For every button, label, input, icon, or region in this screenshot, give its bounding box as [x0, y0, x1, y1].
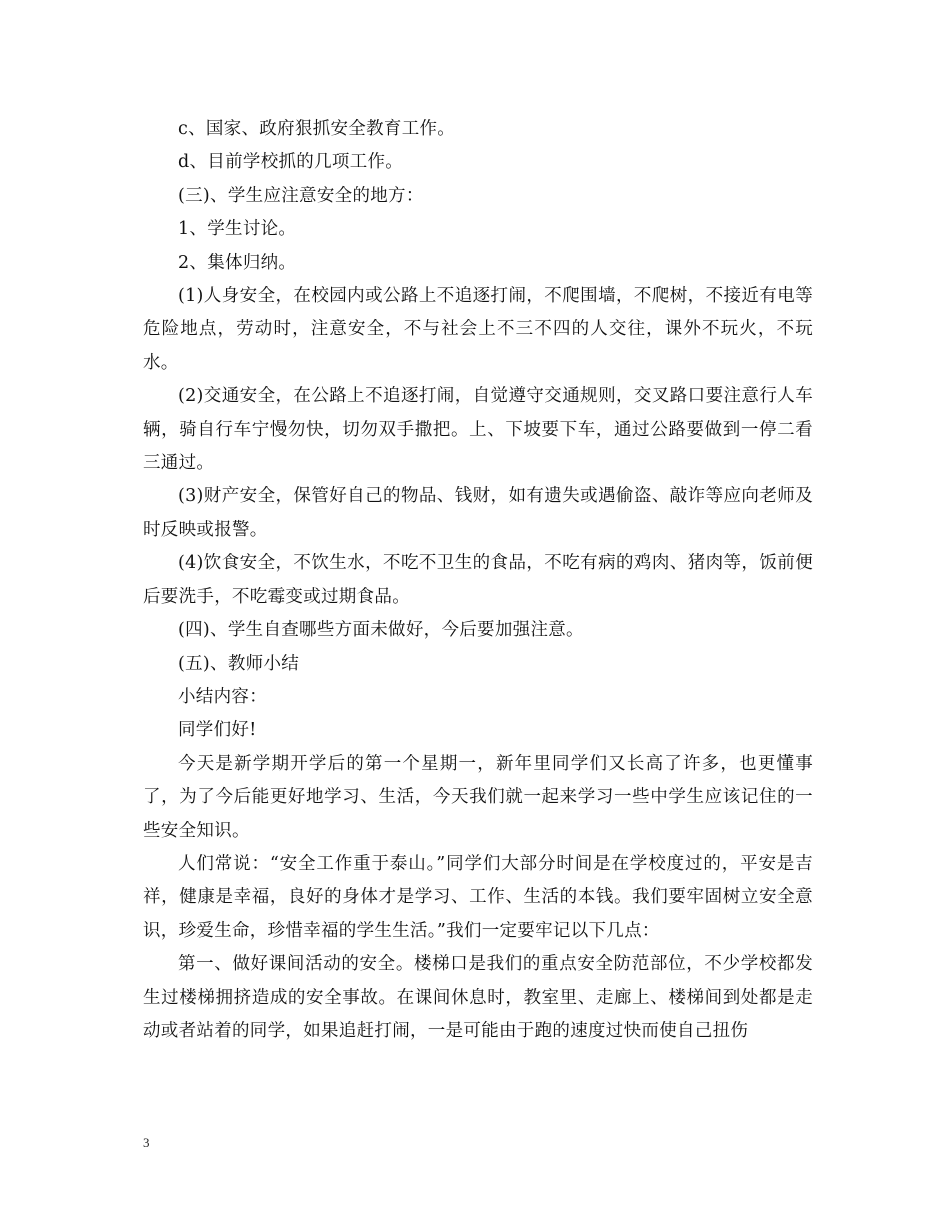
paragraph: 第一、做好课间活动的安全。楼梯口是我们的重点安全防范部位，不少学校都发生过楼梯拥挤造成的安全事故。在课间休息时，教室里、走廊上、楼梯间到处都是走动或者站着的同学，如果追赶打闹，一是可能由于跑的速度过快而使自己扭伤: [143, 954, 813, 1041]
paragraph: 今天是新学期开学后的第一个星期一，新年里同学们又长高了许多，也更懂事了，为了今后能更好地学习、生活，今天我们就一起来学习一些中学生应该记住的一些安全知识。: [143, 753, 813, 841]
section-heading: (四)、学生自查哪些方面未做好，今后要加强注意。: [178, 620, 584, 641]
paragraph: (2)交通安全，在公路上不追逐打闹，自觉遵守交通规则，交叉路口要注意行人车辆，骑自行车宁慢勿快，切勿双手撒把。上、下坡要下车，通过公路要做到一停二看三通过。: [143, 386, 813, 474]
paragraph: (4)饮食安全，不饮生水，不吃不卫生的食品，不吃有病的鸡肉、猪肉等，饭前便后要洗手，不吃霉变或过期食品。: [143, 553, 813, 607]
document-body: [143, 113, 813, 1048]
paragraph: 同学们好!: [178, 720, 257, 741]
paragraph: 1、学生讨论。: [178, 219, 297, 240]
section-heading: (五)、教师小结: [178, 653, 300, 674]
page-number: 3: [143, 1135, 150, 1150]
paragraph: c、国家、政府狠抓安全教育工作。: [178, 119, 456, 139]
paragraph: d、目前学校抓的几项工作。: [178, 152, 404, 173]
paragraph: 小结内容：: [178, 686, 267, 707]
paragraph: (1)人身安全，在校园内或公路上不追逐打闹，不爬围墙，不爬树，不接近有电等危险地点，劳动时，注意安全，不与社会上不三不四的人交往，课外不玩火，不玩水。: [143, 286, 813, 373]
paragraph: 人们常说：“安全工作重于泰山。”同学们大部分时间是在学校度过的，平安是吉祥，健康是幸福，良好的身体才是学习、工作、生活的本钱。我们要牢固树立安全意识，珍爱生命，珍惜幸福的学生生活。”我们一定要牢记以下几点：: [143, 853, 813, 941]
section-heading: (三)、学生应注意安全的地方：: [178, 185, 424, 206]
paragraph: 2、集体归纳。: [178, 252, 297, 273]
paragraph: (3)财产安全，保管好自己的物品、钱财，如有遗失或遇偷盗、敲诈等应向老师及时反映或报警。: [143, 486, 813, 540]
